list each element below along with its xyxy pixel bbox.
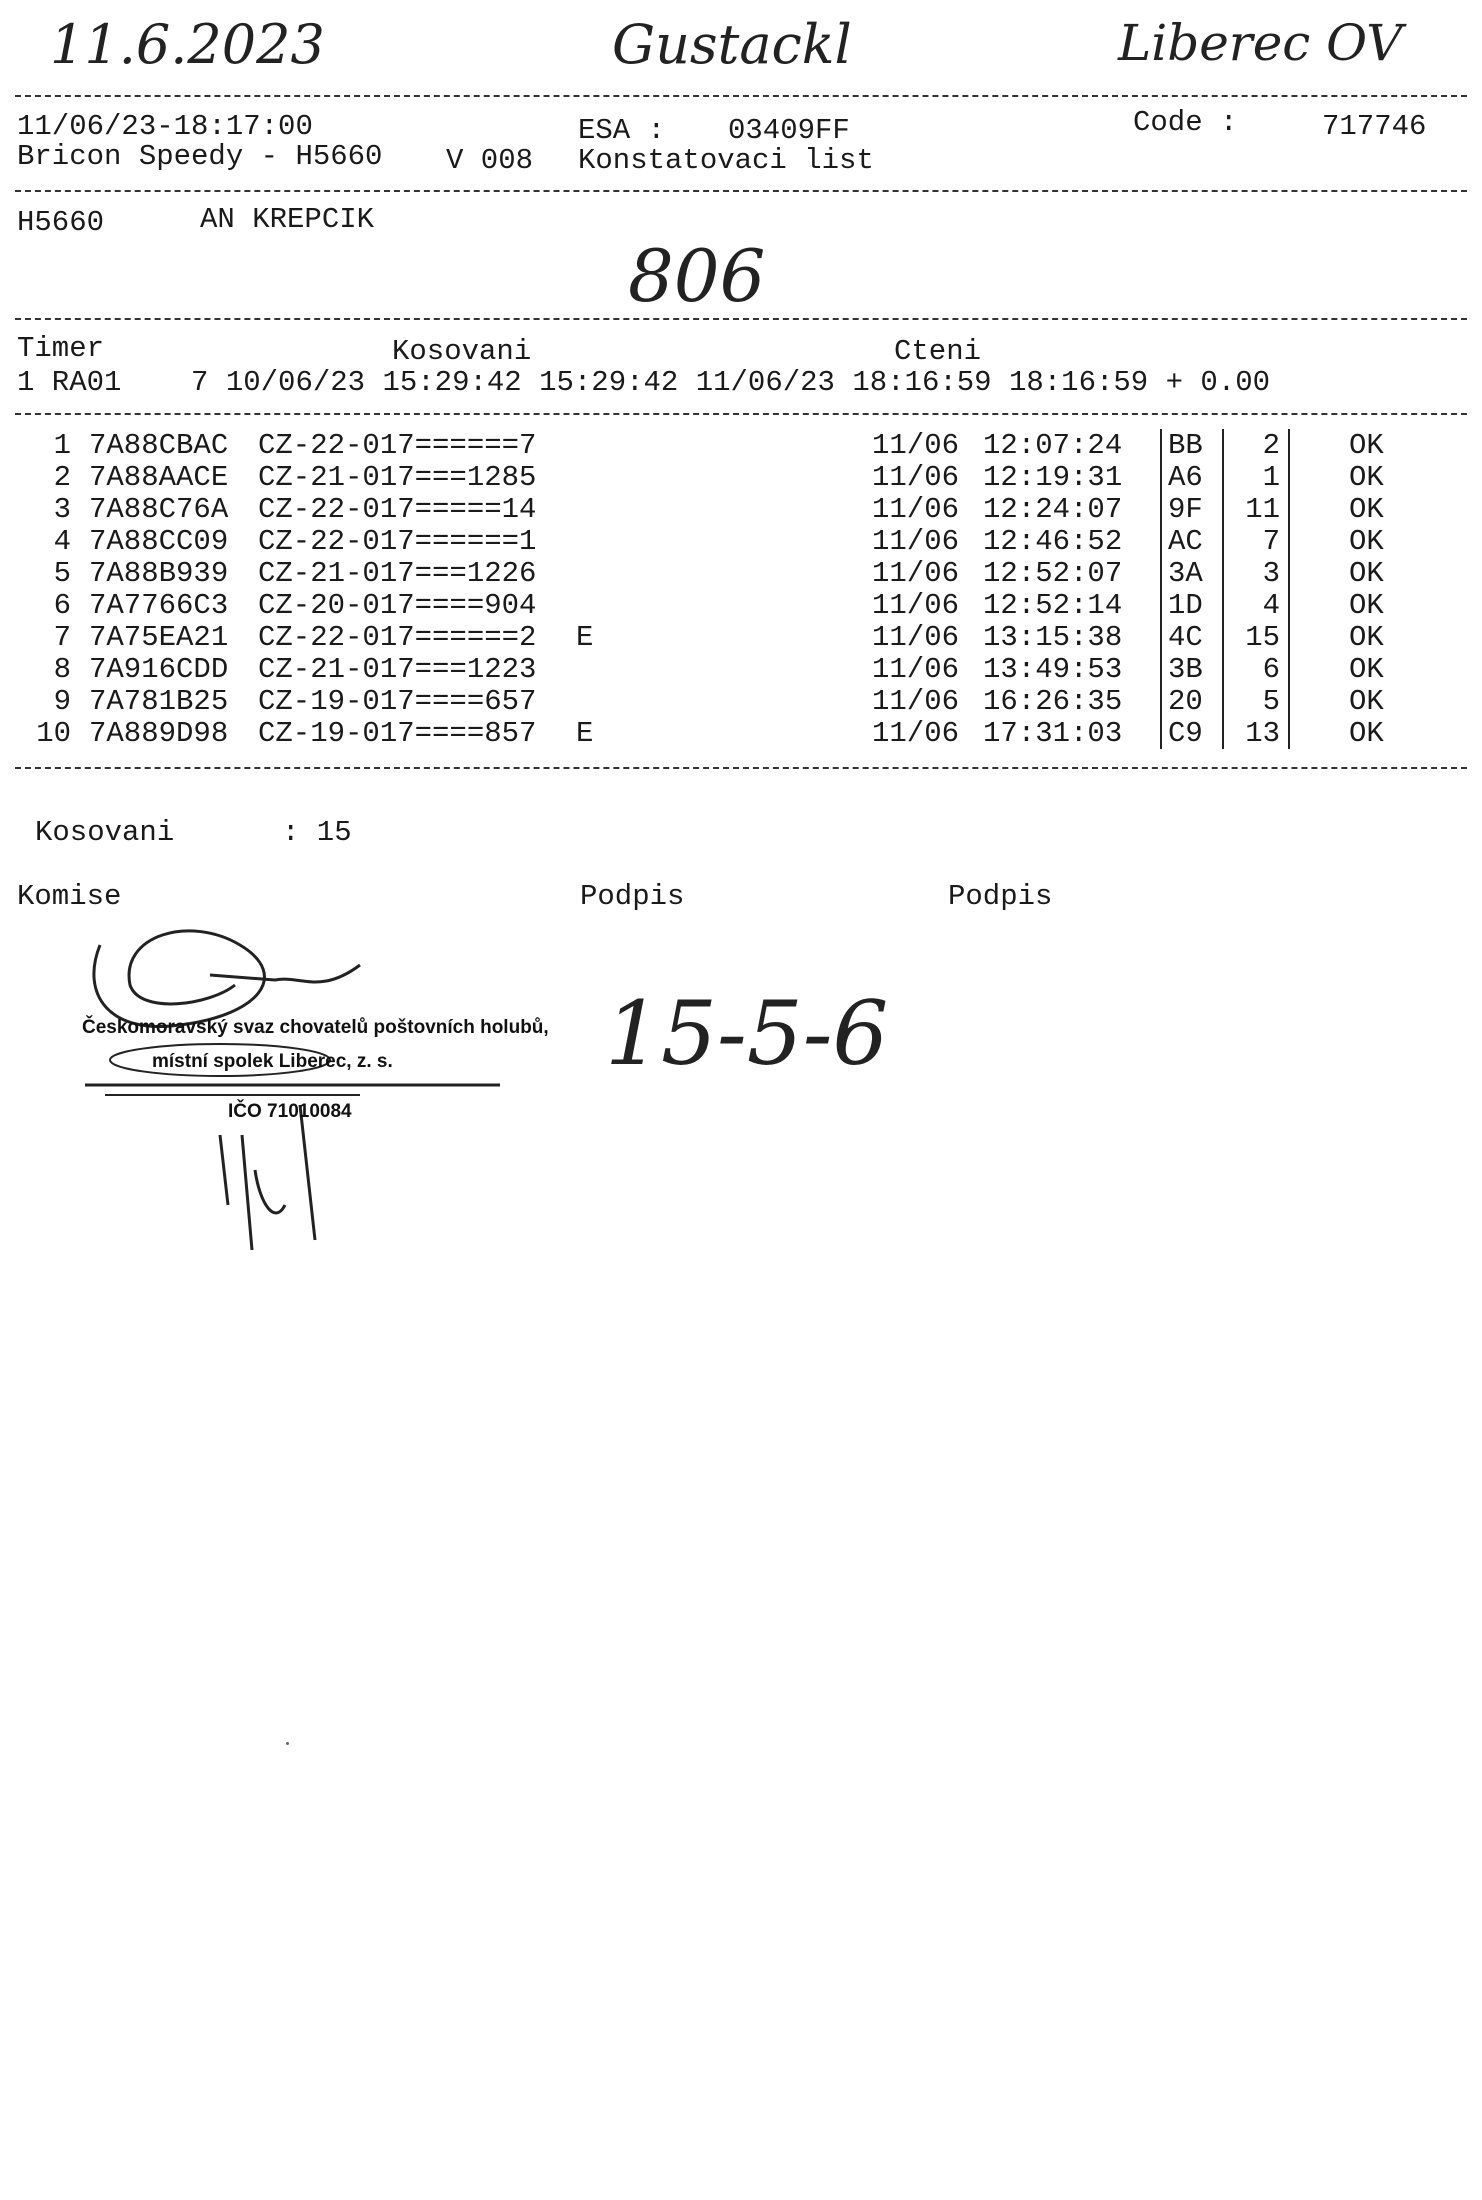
arrival-date: 11/06 — [872, 685, 960, 718]
arrival-date: 11/06 — [872, 429, 960, 462]
handwritten-date: 11.6.2023 — [50, 13, 325, 76]
summary-kosovani-label: Kosovani — [35, 816, 175, 849]
divider — [15, 95, 1467, 97]
row-number: 8 — [53, 653, 71, 686]
row-flag: E — [576, 717, 594, 750]
column-separator — [1160, 429, 1162, 749]
handwritten-place: Liberec OV — [1118, 14, 1403, 72]
row-status: OK — [1349, 429, 1384, 462]
ring-number: CZ-19-017====657 — [258, 685, 537, 718]
cteni-header: Cteni — [894, 335, 982, 368]
signature-strokes — [220, 1105, 315, 1250]
divider — [15, 190, 1467, 192]
row-status: OK — [1349, 525, 1384, 558]
row-code: A6 — [1168, 461, 1203, 494]
row-status: OK — [1349, 493, 1384, 526]
header-datetime: 11/06/23-18:17:00 — [17, 110, 313, 143]
arrival-time: 12:07:24 — [983, 429, 1123, 462]
table-row — [0, 495, 1482, 527]
row-number: 10 — [36, 717, 71, 750]
chip-id: 7A88CBAC — [89, 429, 229, 462]
table-row — [0, 623, 1482, 655]
row-status: OK — [1349, 589, 1384, 622]
arrival-time: 12:19:31 — [983, 461, 1123, 494]
arrival-time: 16:26:35 — [983, 685, 1123, 718]
row-rank: 4 — [1262, 589, 1280, 622]
code-value: 717746 — [1322, 110, 1427, 143]
chip-id: 7A75EA21 — [89, 621, 229, 654]
row-rank: 7 — [1262, 525, 1280, 558]
row-number: 7 — [53, 621, 71, 654]
chip-id: 7A889D98 — [89, 717, 229, 750]
row-status: OK — [1349, 461, 1384, 494]
table-row — [0, 719, 1482, 751]
arrival-date: 11/06 — [872, 717, 960, 750]
esa-value: 03409FF — [728, 114, 850, 147]
document-type: Konstatovaci list — [578, 144, 874, 177]
chip-id: 7A88AACE — [89, 461, 229, 494]
row-flag: E — [576, 621, 594, 654]
row-rank: 6 — [1262, 653, 1280, 686]
arrival-date: 11/06 — [872, 589, 960, 622]
chip-id: 7A88B939 — [89, 557, 229, 590]
row-status: OK — [1349, 621, 1384, 654]
row-code: BB — [1168, 429, 1203, 462]
kosovani-header: Kosovani — [392, 335, 532, 368]
row-status: OK — [1349, 717, 1384, 750]
row-rank: 5 — [1262, 685, 1280, 718]
arrival-date: 11/06 — [872, 557, 960, 590]
ring-number: CZ-21-017===1285 — [258, 461, 537, 494]
signature-scribble — [94, 931, 360, 1027]
arrival-time: 13:49:53 — [983, 653, 1123, 686]
arrival-date: 11/06 — [872, 493, 960, 526]
row-code: AC — [1168, 525, 1203, 558]
row-number: 4 — [53, 525, 71, 558]
row-rank: 2 — [1262, 429, 1280, 462]
table-row — [0, 559, 1482, 591]
row-status: OK — [1349, 557, 1384, 590]
ring-number: CZ-22-017======7 — [258, 429, 537, 462]
table-row — [0, 687, 1482, 719]
row-code: 3A — [1168, 557, 1203, 590]
row-rank: 13 — [1245, 717, 1280, 750]
ring-number: CZ-19-017====857 — [258, 717, 537, 750]
timer-line: 1 RA01 7 10/06/23 15:29:42 15:29:42 11/06/23 18:16:59 18:16:59 + 0.00 — [17, 366, 1271, 399]
row-number: 2 — [53, 461, 71, 494]
podpis-label-1: Podpis — [580, 880, 685, 913]
table-row — [0, 655, 1482, 687]
stamp-text-line2: místní spolek Liberec, z. s. — [152, 1051, 393, 1072]
row-rank: 1 — [1262, 461, 1280, 494]
stamp-text-line3: IČO 71010084 — [228, 1101, 352, 1122]
arrival-time: 12:46:52 — [983, 525, 1123, 558]
podpis-label-2: Podpis — [948, 880, 1053, 913]
stamp-text-line1: Českomoravský svaz chovatelů poštovních holubů, — [82, 1017, 549, 1038]
arrival-date: 11/06 — [872, 525, 960, 558]
row-rank: 11 — [1245, 493, 1280, 526]
table-row — [0, 527, 1482, 559]
row-code: 3B — [1168, 653, 1203, 686]
device-name: Bricon Speedy - H5660 — [17, 140, 383, 173]
ring-number: CZ-21-017===1223 — [258, 653, 537, 686]
timer-label: Timer — [17, 332, 105, 365]
row-code: 20 — [1168, 685, 1203, 718]
ring-number: CZ-21-017===1226 — [258, 557, 537, 590]
chip-id: 7A88CC09 — [89, 525, 229, 558]
chip-id: 7A88C76A — [89, 493, 229, 526]
arrival-time: 12:52:14 — [983, 589, 1123, 622]
arrival-date: 11/06 — [872, 653, 960, 686]
table-row — [0, 463, 1482, 495]
row-rank: 3 — [1262, 557, 1280, 590]
ring-number: CZ-22-017======2 — [258, 621, 537, 654]
arrival-time: 12:24:07 — [983, 493, 1123, 526]
arrival-time: 13:15:38 — [983, 621, 1123, 654]
divider — [15, 767, 1467, 769]
summary-kosovani-value: : 15 — [282, 816, 352, 849]
member-name: AN KREPCIK — [200, 203, 375, 236]
signature-stamp — [60, 905, 549, 1285]
chip-id: 7A916CDD — [89, 653, 229, 686]
row-code: 4C — [1168, 621, 1203, 654]
chip-id: 7A7766C3 — [89, 589, 229, 622]
speck — [286, 1742, 289, 1745]
ring-number: CZ-22-017=====14 — [258, 493, 537, 526]
handwritten-score: 15-5-6 — [605, 982, 889, 1085]
version: V 008 — [446, 144, 534, 177]
chip-id: 7A781B25 — [89, 685, 229, 718]
handwritten-number: 806 — [628, 234, 766, 318]
arrival-time: 12:52:07 — [983, 557, 1123, 590]
column-separator — [1288, 429, 1290, 749]
arrival-date: 11/06 — [872, 461, 960, 494]
row-code: 9F — [1168, 493, 1203, 526]
ring-number: CZ-22-017======1 — [258, 525, 537, 558]
row-status: OK — [1349, 685, 1384, 718]
divider — [15, 318, 1467, 320]
row-code: C9 — [1168, 717, 1203, 750]
row-status: OK — [1349, 653, 1384, 686]
komise-label: Komise — [17, 880, 122, 913]
row-number: 5 — [53, 557, 71, 590]
ring-number: CZ-20-017====904 — [258, 589, 537, 622]
table-row — [0, 431, 1482, 463]
row-number: 1 — [53, 429, 71, 462]
code-label: Code : — [1133, 106, 1238, 139]
row-number: 9 — [53, 685, 71, 718]
row-number: 6 — [53, 589, 71, 622]
row-rank: 15 — [1245, 621, 1280, 654]
divider — [15, 413, 1467, 415]
row-code: 1D — [1168, 589, 1203, 622]
esa-label: ESA : — [578, 114, 666, 147]
arrival-time: 17:31:03 — [983, 717, 1123, 750]
row-number: 3 — [53, 493, 71, 526]
member-id: H5660 — [17, 206, 105, 239]
column-separator — [1222, 429, 1224, 749]
arrival-date: 11/06 — [872, 621, 960, 654]
table-row — [0, 591, 1482, 623]
handwritten-name: Gustackl — [612, 13, 852, 76]
